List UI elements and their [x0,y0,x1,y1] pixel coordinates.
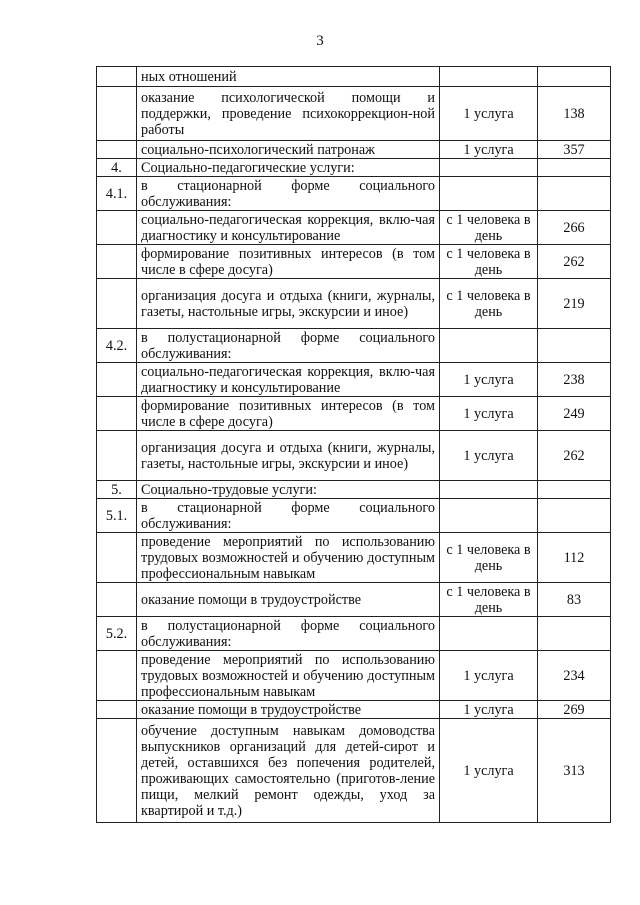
price-cell: 249 [538,397,611,431]
row-number-cell [97,583,137,617]
price-cell: 219 [538,279,611,329]
service-name-cell: обучение доступным навыкам домоводства выпускников организаций для детей-сирот и детей, оставшихся без попечения родителей, проживающих самостоятельно (приготов-ление пищи, мелкий ремонт одежды, уход за квартирой и т.д.) [137,719,440,823]
unit-cell: 1 услуга [440,141,538,159]
service-name-cell: социально-педагогическая коррекция, вклю-чая диагностику и консультирование [137,211,440,245]
table-row [97,211,611,245]
service-name-cell: в стационарной форме социального обслуживания: [137,177,440,211]
row-number-cell: 4.1. [97,177,137,211]
service-name-cell: проведение мероприятий по использованию трудовых возможностей и обучению доступным профессиональным навыкам [137,533,440,583]
service-name-cell: оказание помощи в трудоустройстве [137,701,440,719]
unit-cell: с 1 человека в день [440,211,538,245]
unit-cell [440,617,538,651]
price-cell: 262 [538,245,611,279]
row-number-cell [97,245,137,279]
unit-cell: с 1 человека в день [440,533,538,583]
table-row [97,177,611,211]
table-row [97,245,611,279]
service-name-cell: Социально-педагогические услуги: [137,159,440,177]
unit-cell: с 1 человека в день [440,583,538,617]
table-row [97,329,611,363]
service-name-cell: в стационарной форме социального обслуживания: [137,499,440,533]
unit-cell [440,177,538,211]
service-name-cell: социально-психологический патронаж [137,141,440,159]
price-cell [538,617,611,651]
unit-cell: 1 услуга [440,363,538,397]
service-name-cell: организация досуга и отдыха (книги, журналы, газеты, настольные игры, экскурсии и иное) [137,279,440,329]
unit-cell [440,67,538,87]
unit-cell: с 1 человека в день [440,245,538,279]
unit-cell: 1 услуга [440,719,538,823]
table-row [97,279,611,329]
price-cell [538,499,611,533]
price-cell [538,481,611,499]
service-name-cell: ных отношений [137,67,440,87]
price-cell [538,329,611,363]
table-row [97,533,611,583]
table-row [97,431,611,481]
row-number-cell [97,651,137,701]
row-number-cell [97,363,137,397]
service-name-cell: проведение мероприятий по использованию трудовых возможностей и обучению доступным профессиональным навыкам [137,651,440,701]
table-row [97,617,611,651]
row-number-cell [97,67,137,87]
table-row [97,583,611,617]
service-name-cell: в полустационарной форме социального обслуживания: [137,617,440,651]
table-row [97,499,611,533]
unit-cell [440,481,538,499]
services-price-table [96,66,611,823]
price-cell: 83 [538,583,611,617]
price-cell [538,67,611,87]
row-number-cell [97,431,137,481]
service-name-cell: организация досуга и отдыха (книги, журналы, газеты, настольные игры, экскурсии и иное) [137,431,440,481]
row-number-cell: 4. [97,159,137,177]
service-name-cell: социально-педагогическая коррекция, вклю-чая диагностику и консультирование [137,363,440,397]
page-number: 3 [316,33,324,49]
unit-cell [440,329,538,363]
service-name-cell: в полустационарной форме социального обслуживания: [137,329,440,363]
service-name-cell: формирование позитивных интересов (в том числе в сфере досуга) [137,397,440,431]
unit-cell: с 1 человека в день [440,279,538,329]
row-number-cell [97,719,137,823]
table-row [97,397,611,431]
row-number-cell: 5. [97,481,137,499]
table-body [97,67,611,823]
row-number-cell: 4.2. [97,329,137,363]
price-cell: 357 [538,141,611,159]
table-row [97,67,611,87]
price-cell [538,177,611,211]
table-row [97,481,611,499]
table-row [97,141,611,159]
service-name-cell: оказание психологической помощи и поддержки, проведение психокоррекцион-ной работы [137,87,440,141]
row-number-cell [97,211,137,245]
service-name-cell: Социально-трудовые услуги: [137,481,440,499]
unit-cell: 1 услуга [440,397,538,431]
table-row [97,363,611,397]
service-name-cell: оказание помощи в трудоустройстве [137,583,440,617]
row-number-cell [97,701,137,719]
price-cell: 313 [538,719,611,823]
row-number-cell [97,87,137,141]
price-cell: 112 [538,533,611,583]
price-cell: 138 [538,87,611,141]
price-cell: 266 [538,211,611,245]
table-row [97,87,611,141]
unit-cell: 1 услуга [440,87,538,141]
row-number-cell [97,279,137,329]
service-name-cell: формирование позитивных интересов (в том числе в сфере досуга) [137,245,440,279]
price-cell: 269 [538,701,611,719]
unit-cell [440,159,538,177]
unit-cell [440,499,538,533]
price-cell: 234 [538,651,611,701]
row-number-cell [97,533,137,583]
row-number-cell: 5.2. [97,617,137,651]
table-row [97,701,611,719]
unit-cell: 1 услуга [440,701,538,719]
row-number-cell [97,141,137,159]
unit-cell: 1 услуга [440,651,538,701]
price-cell: 238 [538,363,611,397]
row-number-cell: 5.1. [97,499,137,533]
price-cell: 262 [538,431,611,481]
unit-cell: 1 услуга [440,431,538,481]
table-row [97,651,611,701]
row-number-cell [97,397,137,431]
table-row [97,719,611,823]
table-row [97,159,611,177]
price-cell [538,159,611,177]
